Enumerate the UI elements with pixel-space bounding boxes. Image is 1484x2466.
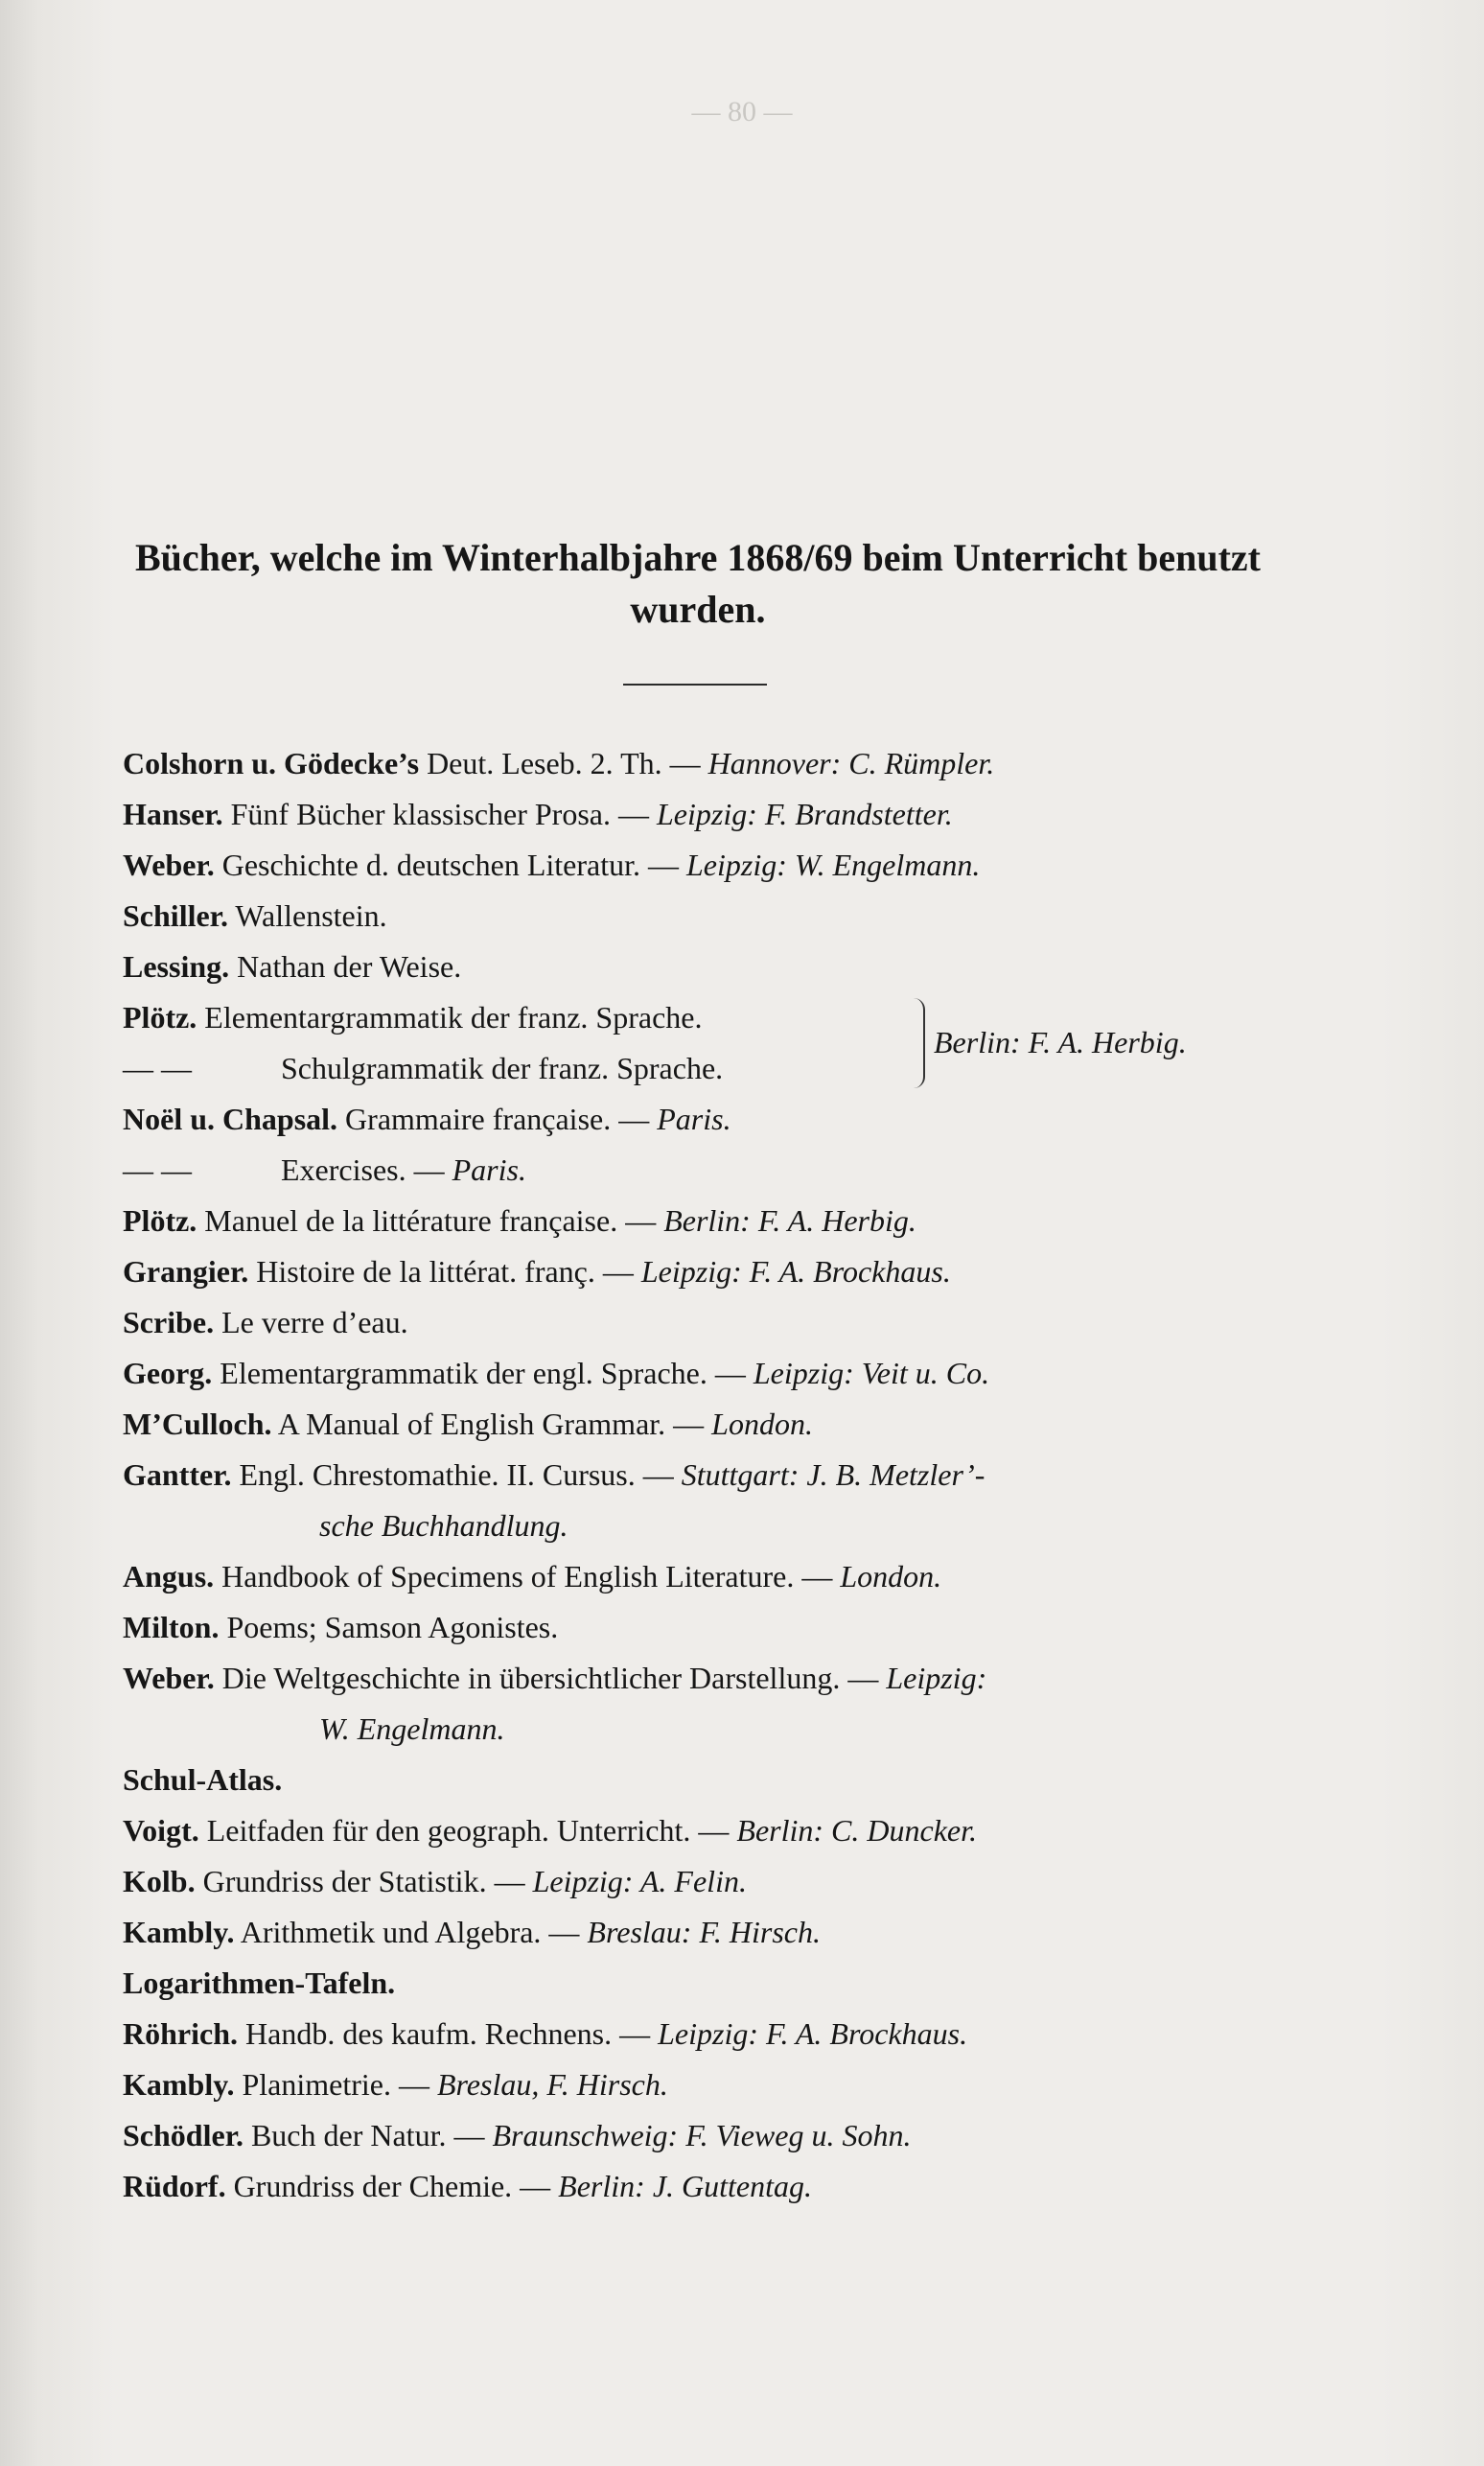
- entry-author: Schödler.: [123, 2118, 243, 2152]
- entry-author: Plötz.: [123, 1203, 197, 1238]
- list-item: [123, 2161, 1273, 2212]
- entry-publisher: Breslau, F. Hirsch.: [436, 2067, 668, 2102]
- entry-title: A Manual of English Grammar. —: [277, 1407, 705, 1441]
- entry-title: Poems; Samson Agonistes.: [226, 1610, 559, 1644]
- list-item: [123, 1094, 1273, 1145]
- entry-title: Geschichte d. deutschen Literatur. —: [221, 848, 679, 882]
- entry-author: M’Culloch.: [123, 1407, 272, 1441]
- entry-title: Planimetrie. —: [242, 2067, 429, 2102]
- list-item: [123, 738, 1273, 789]
- entry-author: Lessing.: [123, 949, 230, 984]
- entry-publisher: London.: [711, 1407, 813, 1441]
- entry-author: Röhrich.: [123, 2016, 238, 2051]
- entry-publisher: Berlin: F. A. Herbig.: [663, 1203, 916, 1238]
- entry-publisher: Berlin: C. Duncker.: [736, 1813, 977, 1848]
- entry-publisher: sche Buchhandlung.: [319, 1508, 568, 1543]
- list-item: [123, 789, 1273, 840]
- list-item: [123, 1602, 1273, 1653]
- entry-title: Fünf Bücher klassischer Prosa. —: [230, 797, 649, 831]
- entry-publisher: Breslau: F. Hirsch.: [587, 1915, 821, 1949]
- entry-author: Angus.: [123, 1559, 215, 1594]
- entry-publisher: Stuttgart: J. B. Metzler’-: [681, 1457, 985, 1492]
- entry-title: Grammaire française. —: [345, 1102, 650, 1136]
- list-item: [123, 1348, 1273, 1399]
- list-item: [123, 942, 1273, 992]
- entry-author: Rüdorf.: [123, 2169, 226, 2203]
- entry-author: Schiller.: [123, 898, 228, 933]
- list-item: [123, 2110, 1273, 2161]
- list-item: [123, 2009, 1273, 2059]
- list-item: [123, 1450, 1273, 1501]
- entry-title: Arithmetik und Algebra. —: [240, 1915, 580, 1949]
- ditto-mark: — —: [123, 1051, 192, 1085]
- entry-author: Kambly.: [123, 2067, 235, 2102]
- entry-title: Elementargrammatik der engl. Sprache. —: [220, 1356, 746, 1390]
- entry-author: Kambly.: [123, 1915, 235, 1949]
- entry-publisher: Leipzig: Veit u. Co.: [753, 1356, 990, 1390]
- list-item: [123, 2059, 1273, 2110]
- list-item-continuation: [123, 1501, 1273, 1551]
- entry-title: Handbook of Specimens of English Literature. —: [221, 1559, 833, 1594]
- entry-title: Buch der Natur. —: [250, 2118, 485, 2152]
- entry-publisher: Braunschweig: F. Vieweg u. Sohn.: [492, 2118, 912, 2152]
- entry-publisher: Leipzig: A. Felin.: [532, 1864, 747, 1898]
- entry-author: Grangier.: [123, 1254, 249, 1289]
- list-item: [123, 840, 1273, 891]
- list-item: [123, 1145, 1273, 1196]
- entry-author: Georg.: [123, 1356, 213, 1390]
- entry-author: Colshorn u. Gödecke’s: [123, 746, 420, 780]
- entry-author: Gantter.: [123, 1457, 232, 1492]
- entry-author: Logarithmen-Tafeln.: [123, 1966, 396, 2000]
- entry-title: Grundriss der Chemie. —: [233, 2169, 551, 2203]
- title-divider: [623, 684, 767, 686]
- entry-author: Scribe.: [123, 1305, 215, 1339]
- list-item: [123, 1755, 1273, 1805]
- entry-publisher: Hannover: C. Rümpler.: [707, 746, 995, 780]
- entry-author: Weber.: [123, 848, 215, 882]
- entry-publisher: Leipzig: F. A. Brockhaus.: [658, 2016, 968, 2051]
- page-number: — 80 —: [691, 96, 793, 128]
- entry-title: Handb. des kaufm. Rechnens. —: [245, 2016, 651, 2051]
- entry-publisher: London.: [840, 1559, 942, 1594]
- list-item: [123, 1399, 1273, 1450]
- entry-author: Plötz.: [123, 1000, 197, 1035]
- entry-title: Manuel de la littérature française. —: [204, 1203, 657, 1238]
- brace-publisher: Berlin: F. A. Herbig.: [934, 1025, 1187, 1059]
- ditto-mark: — —: [123, 1152, 192, 1187]
- list-item: [123, 1958, 1273, 2009]
- entry-publisher: Leipzig:: [886, 1661, 987, 1695]
- entry-author: Schul-Atlas.: [123, 1762, 283, 1797]
- list-item: [123, 1805, 1273, 1856]
- entry-publisher: Paris.: [657, 1102, 731, 1136]
- braced-entries: [123, 992, 1273, 1094]
- entry-author: Milton.: [123, 1610, 220, 1644]
- list-item: [123, 1196, 1273, 1246]
- entry-author: Kolb.: [123, 1864, 196, 1898]
- entry-title: Nathan der Weise.: [237, 949, 462, 984]
- list-item: [123, 1856, 1273, 1907]
- entry-title: Exercises. —: [281, 1152, 445, 1187]
- entry-publisher: Leipzig: F. Brandstetter.: [656, 797, 953, 831]
- entry-title: Leitfaden für den geograph. Unterricht. —: [206, 1813, 730, 1848]
- entry-title: Die Weltgeschichte in übersichtlicher Darstellung. —: [221, 1661, 879, 1695]
- entry-title: Grundriss der Statistik. —: [202, 1864, 525, 1898]
- entry-publisher: Leipzig: F. A. Brockhaus.: [640, 1254, 951, 1289]
- book-list: [123, 738, 1273, 2212]
- list-item: [123, 1246, 1273, 1297]
- entry-publisher: Paris.: [452, 1152, 526, 1187]
- entry-author: Noël u. Chapsal.: [123, 1102, 338, 1136]
- entry-author: Weber.: [123, 1661, 215, 1695]
- entry-title: Le verre d’eau.: [221, 1305, 408, 1339]
- entry-title: Schulgrammatik der franz. Sprache.: [281, 1051, 724, 1085]
- entry-title: Engl. Chrestomathie. II. Cursus. —: [239, 1457, 674, 1492]
- entry-publisher: Leipzig: W. Engelmann.: [685, 848, 981, 882]
- entry-title: Histoire de la littérat. franç. —: [256, 1254, 634, 1289]
- entry-author: Voigt.: [123, 1813, 199, 1848]
- list-item: [123, 891, 1273, 942]
- list-item: [123, 1551, 1273, 1602]
- list-item: [123, 1907, 1273, 1958]
- entry-author: Hanser.: [123, 797, 223, 831]
- brace-mark: [914, 998, 925, 1088]
- entry-publisher: W. Engelmann.: [319, 1711, 505, 1746]
- list-item-continuation: [123, 1704, 1273, 1755]
- entry-title: Deut. Leseb. 2. Th. —: [427, 746, 701, 780]
- list-item: [123, 1297, 1273, 1348]
- page-title: Bücher, welche im Winterhalbjahre 1868/69 beim Unterricht benutzt wurden.: [135, 536, 1261, 631]
- entry-title: Elementargrammatik der franz. Sprache.: [204, 1000, 703, 1035]
- entry-publisher: Berlin: J. Guttentag.: [558, 2169, 812, 2203]
- list-item: [123, 1653, 1273, 1704]
- entry-title: Wallenstein.: [235, 898, 387, 933]
